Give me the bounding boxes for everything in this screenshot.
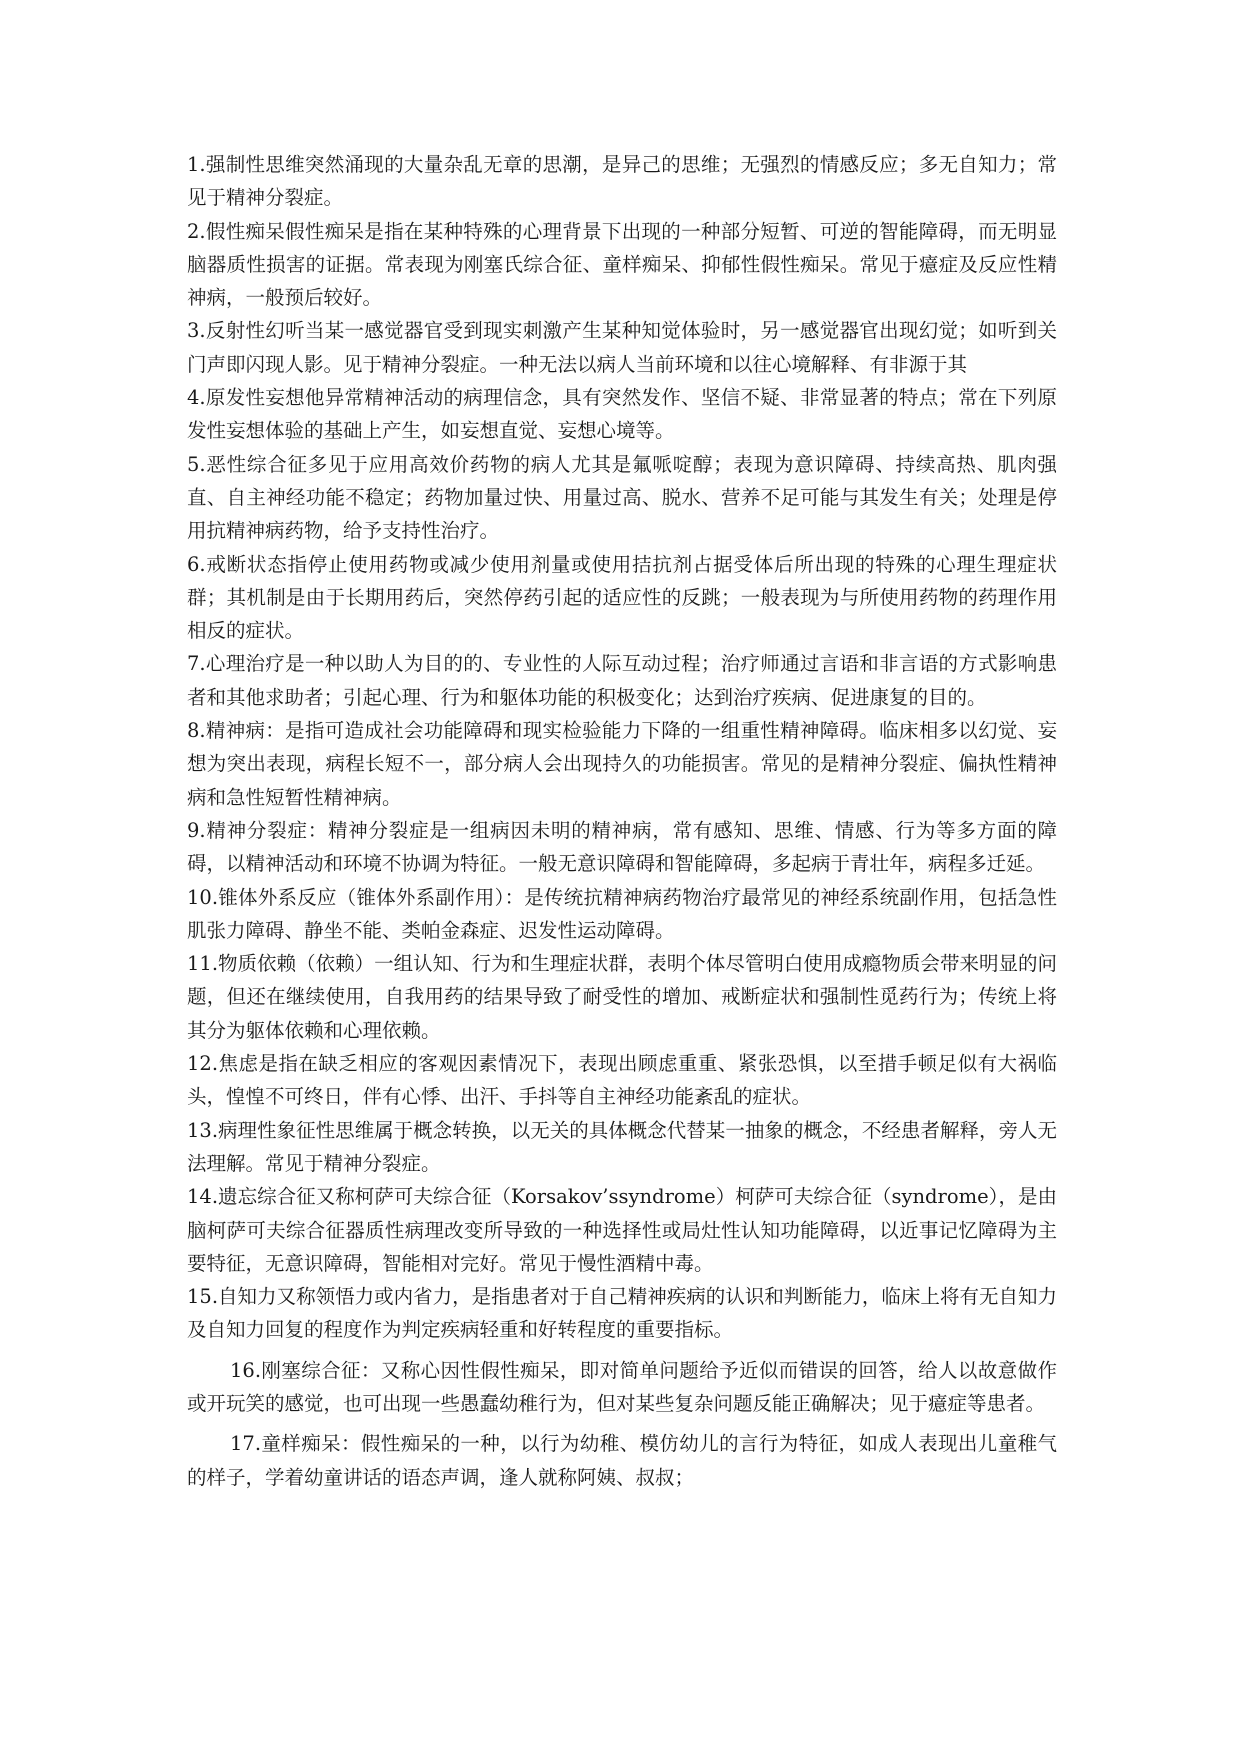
paragraph-15: 15.自知力又称领悟力或内省力，是指患者对于自己精神疾病的认识和判断能力，临床上将有无自知力及自知力回复的程度作为判定疾病轻重和好转程度的重要指标。 <box>187 1285 1057 1342</box>
paragraph-2: 2.假性痴呆假性痴呆是指在某种特殊的心理背景下出现的一种部分短暂、可逆的智能障碍，而无明显脑器质性损害的证据。常表现为刚塞氏综合征、童样痴呆、抑郁性假性痴呆。常见于癔症及反应性精神病，一般预后较好。 <box>187 219 1057 310</box>
paragraph-11: 11.物质依赖（依赖）一组认知、行为和生理症状群，表明个体尽管明白使用成瘾物质会带来明显的问题，但还在继续使用，自我用药的结果导致了耐受性的增加、戒断症状和强制性觅药行为；传统上将其分为躯体依赖和心理依赖。 <box>187 952 1057 1042</box>
paragraph-5: 5.恶性综合征多见于应用高效价药物的病人尤其是氟哌啶醇；表现为意识障碍、持续高热、肌肉强直、自主神经功能不稳定；药物加量过快、用量过高、脱水、营养不足可能与其发生有关；处理是停用抗精神病药物，给予支持性治疗。 <box>187 452 1057 543</box>
paragraph-7: 7.心理治疗是一种以助人为目的的、专业性的人际互动过程；治疗师通过言语和非言语的方式影响患者和其他求助者；引起心理、行为和躯体功能的积极变化；达到治疗疾病、促进康复的目的。 <box>187 652 1057 709</box>
paragraph-3: 3.反射性幻听当某一感觉器官受到现实刺激产生某种知觉体验时，另一感觉器官出现幻觉；如听到关门声即闪现人影。见于精神分裂症。一种无法以病人当前环境和以往心境解释、有非源于其 <box>187 319 1057 376</box>
paragraph-8: 8.精神病：是指可造成社会功能障碍和现实检验能力下降的一组重性精神障碍。临床相多以幻觉、妄想为突出表现，病程长短不一，部分病人会出现持久的功能损害。常见的是精神分裂症、偏执性精神病和急性短暂性精神病。 <box>187 719 1057 809</box>
paragraph-17: 17.童样痴呆：假性痴呆的一种，以行为幼稚、模仿幼儿的言行为特征，如成人表现出儿童稚气的样子，学着幼童讲话的语态声调，逢人就称阿姨、叔叔； <box>187 1432 1057 1489</box>
paragraph-1: 1.强制性思维突然涌现的大量杂乱无章的思潮，是异己的思维；无强烈的情感反应；多无自知力；常见于精神分裂症。 <box>187 153 1057 210</box>
document-page <box>187 148 1057 1494</box>
paragraph-10: 10.锥体外系反应（锥体外系副作用）：是传统抗精神病药物治疗最常见的神经系统副作用，包括急性肌张力障碍、静坐不能、类帕金森症、迟发性运动障碍。 <box>187 885 1057 942</box>
paragraph-6: 6.戒断状态指停止使用药物或减少使用剂量或使用拮抗剂占据受体后所出现的特殊的心理生理症状群；其机制是由于长期用药后，突然停药引起的适应性的反跳；一般表现为与所使用药物的药理作用相反的症状。 <box>187 552 1057 643</box>
paragraph-14: 14.遗忘综合征又称柯萨可夫综合征（Korsakov’ssyndrome）柯萨可夫综合征（syndrome），是由脑柯萨可夫综合征器质性病理改变所导致的一种选择性或局灶性认知功能障碍，以近事记忆障碍为主要特征，无意识障碍，智能相对完好。常见于慢性酒精中毒。 <box>187 1185 1057 1275</box>
paragraph-9: 9.精神分裂症：精神分裂症是一组病因未明的精神病，常有感知、思维、情感、行为等多方面的障碍，以精神活动和环境不协调为特征。一般无意识障碍和智能障碍，多起病于青壮年，病程多迁延。 <box>187 818 1057 876</box>
paragraph-16: 16.刚塞综合征：又称心因性假性痴呆，即对简单问题给予近似而错误的回答，给人以故意做作或开玩笑的感觉，也可出现一些愚蠢幼稚行为，但对某些复杂问题反能正确解决；见于癔症等患者。 <box>187 1358 1057 1415</box>
paragraph-13: 13.病理性象征性思维属于概念转换，以无关的具体概念代替某一抽象的概念，不经患者解释，旁人无法理解。常见于精神分裂症。 <box>187 1118 1057 1175</box>
paragraph-12: 12.焦虑是指在缺乏相应的客观因素情况下，表现出顾虑重重、紧张恐惧，以至措手顿足似有大祸临头，惶惶不可终日，伴有心悸、出汗、手抖等自主神经功能紊乱的症状。 <box>187 1052 1057 1109</box>
paragraph-4: 4.原发性妄想他异常精神活动的病理信念，具有突然发作、坚信不疑、非常显著的特点；常在下列原发性妄想体验的基础上产生，如妄想直觉、妄想心境等。 <box>187 386 1057 443</box>
